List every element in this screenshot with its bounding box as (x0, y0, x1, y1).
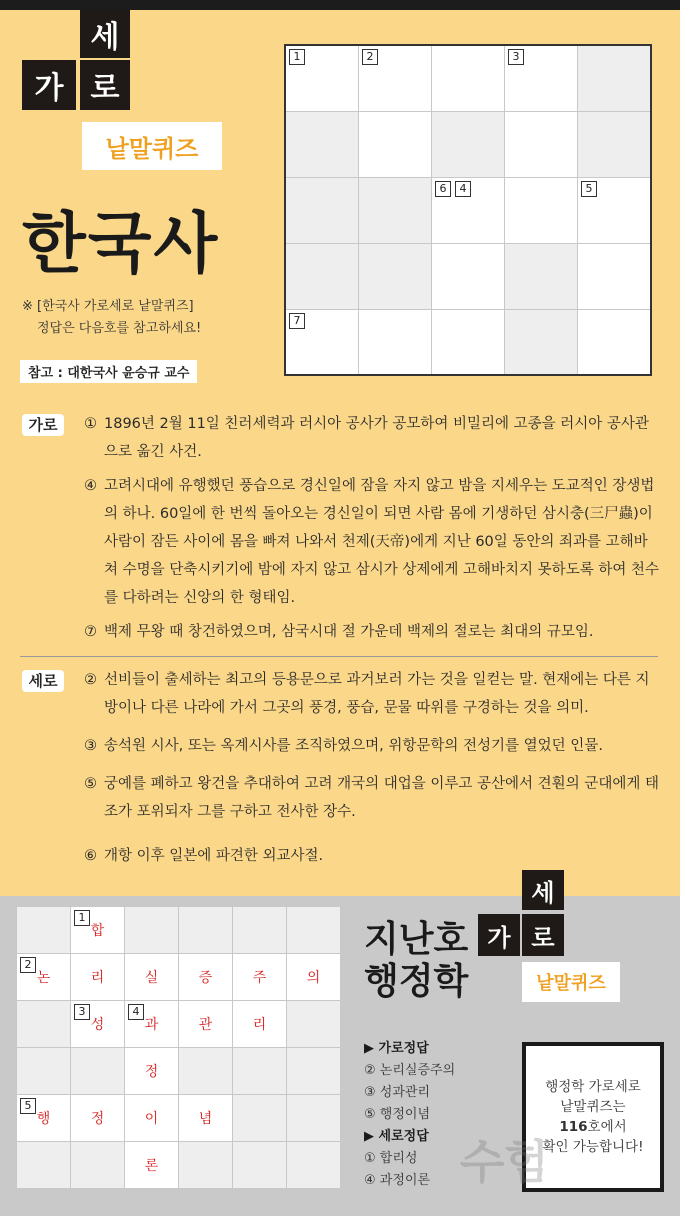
blocked-cell (179, 907, 233, 954)
notice-line-3: 호에서 (587, 1119, 627, 1135)
answer-char: 과 (144, 1017, 159, 1033)
answer-item: ① 합리성 (364, 1151, 418, 1166)
answer-cell (287, 954, 341, 1001)
grid-cell[interactable] (359, 309, 432, 375)
answer-char: 성 (90, 1017, 105, 1033)
clue-number: 1 (74, 910, 90, 926)
prev-tile-ga: 가 (478, 914, 520, 956)
blocked-cell (578, 111, 652, 177)
across-clue-7 (84, 618, 659, 646)
prev-tile-se: 세 (522, 870, 564, 910)
answer-cell (71, 1001, 125, 1048)
quiz-pill: 낱말퀴즈 (82, 122, 222, 170)
blocked-cell (287, 1001, 341, 1048)
answer-cell (179, 1095, 233, 1142)
reference-label: 참고 : 대한국사 윤승규 교수 (20, 360, 197, 383)
blocked-cell (287, 907, 341, 954)
previous-answer-grid (16, 906, 341, 1189)
grid-cell[interactable] (432, 177, 505, 243)
clue-num: ④ (84, 478, 97, 494)
answer-char: 합 (90, 923, 105, 939)
grid-cell[interactable] (285, 309, 359, 375)
blocked-cell (233, 907, 287, 954)
answer-char: 관 (198, 1017, 213, 1033)
across-clue-1 (84, 410, 659, 466)
answer-char: 행 (36, 1111, 51, 1127)
blocked-cell (17, 907, 71, 954)
blocked-cell (505, 243, 578, 309)
down-label: 세로 (22, 670, 64, 692)
answer-cell (125, 954, 179, 1001)
note-line-1: ※ [한국사 가로세로 낱말퀴즈] (22, 299, 194, 314)
clue-text: 궁예를 폐하고 왕건을 추대하여 고려 개국의 대업을 이루고 공산에서 견훤의 군대에게 태조가 포위되자 그를 구하고 전사한 장수. (104, 776, 659, 820)
grid-cell[interactable] (505, 177, 578, 243)
grid-cell[interactable] (578, 309, 652, 375)
answer-item: ④ 과정이론 (364, 1173, 431, 1188)
blocked-cell (285, 177, 359, 243)
blocked-cell (71, 1142, 125, 1189)
notice-line-2: 낱말퀴즈는 (560, 1099, 626, 1115)
down-answers-heading: ▶ 세로정답 (364, 1129, 429, 1144)
notice-issue-number: 116 (559, 1119, 588, 1135)
answer-char: 정 (144, 1064, 159, 1080)
watermark: 수험 (460, 1135, 549, 1189)
answer-char: 리 (90, 970, 105, 986)
tile-ga: 가 (22, 60, 76, 110)
clue-text: 1896년 2월 11일 친러세력과 러시아 공사가 공모하여 비밀리에 고종을 러시아 공사관으로 옮긴 사건. (104, 416, 649, 460)
blocked-cell (233, 1048, 287, 1095)
answer-char: 정 (90, 1111, 105, 1127)
note-line-2: 정답은 다음호를 참고하세요! (37, 321, 202, 336)
answer-cell (179, 954, 233, 1001)
blocked-cell (359, 243, 432, 309)
answer-cell (71, 1095, 125, 1142)
clue-number: 2 (362, 49, 378, 65)
answer-item: ② 논리실증주의 (364, 1063, 456, 1078)
grid-cell[interactable] (578, 243, 652, 309)
clue-number: 3 (74, 1004, 90, 1020)
answer-char: 실 (144, 970, 159, 986)
blocked-cell (179, 1142, 233, 1189)
answer-cell (125, 1048, 179, 1095)
blocked-cell (71, 1048, 125, 1095)
answer-char: 주 (252, 970, 267, 986)
grid-cell[interactable] (505, 111, 578, 177)
clue-number: 2 (20, 957, 36, 973)
clue-number: 6 (435, 181, 451, 197)
answer-cell (17, 954, 71, 1001)
grid-cell[interactable] (359, 45, 432, 111)
blocked-cell (287, 1048, 341, 1095)
clue-number: 4 (128, 1004, 144, 1020)
answer-char: 의 (306, 970, 321, 986)
blocked-cell (125, 907, 179, 954)
prev-tile-ro: 로 (522, 914, 564, 956)
blocked-cell (287, 1095, 341, 1142)
blocked-cell (359, 177, 432, 243)
blocked-cell (287, 1142, 341, 1189)
answer-cell (233, 954, 287, 1001)
answer-cell (71, 954, 125, 1001)
clue-text: 송석원 시사, 또는 옥계시사를 조직하였으며, 위항문학의 전성기를 열었던 인물. (104, 738, 603, 754)
answer-cell (17, 1095, 71, 1142)
grid-cell[interactable] (505, 45, 578, 111)
answer-item: ⑤ 행정이념 (364, 1107, 431, 1122)
blocked-cell (179, 1048, 233, 1095)
across-clue-4 (84, 472, 659, 612)
blocked-cell (578, 45, 652, 111)
section-divider (20, 656, 658, 657)
clue-number: 5 (581, 181, 597, 197)
blocked-cell (285, 243, 359, 309)
clue-number: 5 (20, 1098, 36, 1114)
clue-num: ⑥ (84, 848, 97, 864)
clue-text: 선비들이 출세하는 최고의 등용문으로 과거보러 가는 것을 일컫는 말. 현재에는 다른 지방이나 다른 나라에 가서 그곳의 풍경, 풍습, 문물 따위를 구경하는 것을 의미. (104, 672, 650, 716)
across-answers-heading: ▶ 가로정답 (364, 1041, 429, 1056)
answer-char: 이 (144, 1111, 159, 1127)
answer-cell (125, 1001, 179, 1048)
answer-note (22, 296, 201, 340)
down-clue-2 (84, 666, 659, 722)
blocked-cell (233, 1095, 287, 1142)
answer-cell (125, 1095, 179, 1142)
answer-cell (71, 907, 125, 954)
blocked-cell (17, 1001, 71, 1048)
clue-num: ⑤ (84, 776, 97, 792)
clue-number: 1 (289, 49, 305, 65)
clue-num: ⑦ (84, 624, 97, 640)
previous-answers (364, 1038, 455, 1192)
clue-number: 3 (508, 49, 524, 65)
clue-number: 4 (455, 181, 471, 197)
across-label: 가로 (22, 414, 64, 436)
answer-item: ③ 성과관리 (364, 1085, 431, 1100)
down-clue-6 (84, 842, 659, 870)
answer-cell (179, 1001, 233, 1048)
grid-cell[interactable] (432, 45, 505, 111)
answer-char: 론 (144, 1158, 159, 1174)
answer-char: 증 (198, 970, 213, 986)
previous-title-2: 행정학 (364, 961, 469, 1002)
clue-number: 7 (289, 313, 305, 329)
down-clue-5 (84, 770, 659, 826)
down-clue-3 (84, 732, 659, 760)
grid-cell[interactable] (285, 45, 359, 111)
previous-title-1: 지난호 (364, 919, 469, 960)
answer-char: 념 (198, 1111, 213, 1127)
tile-ro: 로 (80, 60, 130, 110)
grid-cell[interactable] (359, 111, 432, 177)
clue-num: ② (84, 672, 97, 688)
answer-cell (233, 1001, 287, 1048)
blocked-cell (17, 1142, 71, 1189)
grid-cell[interactable] (432, 243, 505, 309)
notice-line-4: 확인 가능합니다! (542, 1139, 644, 1155)
clue-text: 고려시대에 유행했던 풍습으로 경신일에 잠을 자지 않고 밤을 지세우는 도교적인 장생법의 하나. 60일에 한 번씩 돌아오는 경신일이 되면 사람 몸에 기생하던 삼시충(三尸蟲)이 사람이 잠든 사이에 몸을 빠져 나와서 천제(天帝)에게 지난 60일 동안의 죄과를 고해바쳐 수명을 단축시키기에 밤에 자지 않고 삼시가 상제에게 고해바치지 못하도록 하여 천수를 다하려는 신앙의 한 형태임. (104, 478, 659, 606)
notice-line-1: 행정학 가로세로 (545, 1079, 641, 1095)
blocked-cell (432, 111, 505, 177)
tile-se: 세 (80, 10, 130, 58)
answer-char: 리 (252, 1017, 267, 1033)
crossword-grid (284, 44, 652, 376)
blocked-cell (17, 1048, 71, 1095)
blocked-cell (285, 111, 359, 177)
clue-num: ① (84, 416, 97, 432)
blocked-cell (233, 1142, 287, 1189)
top-bar (0, 0, 680, 10)
prev-quiz-pill: 낱말퀴즈 (522, 962, 620, 1002)
clue-num: ③ (84, 738, 97, 754)
blocked-cell (505, 309, 578, 375)
page-title: 한국사 (22, 205, 220, 282)
grid-cell[interactable] (578, 177, 652, 243)
clue-text: 백제 무왕 때 창건하였으며, 삼국시대 절 가운데 백제의 절로는 최대의 규모임. (104, 624, 594, 640)
answer-cell (125, 1142, 179, 1189)
clue-text: 개항 이후 일본에 파견한 외교사절. (104, 848, 324, 864)
answer-char: 논 (36, 970, 51, 986)
grid-cell[interactable] (432, 309, 505, 375)
